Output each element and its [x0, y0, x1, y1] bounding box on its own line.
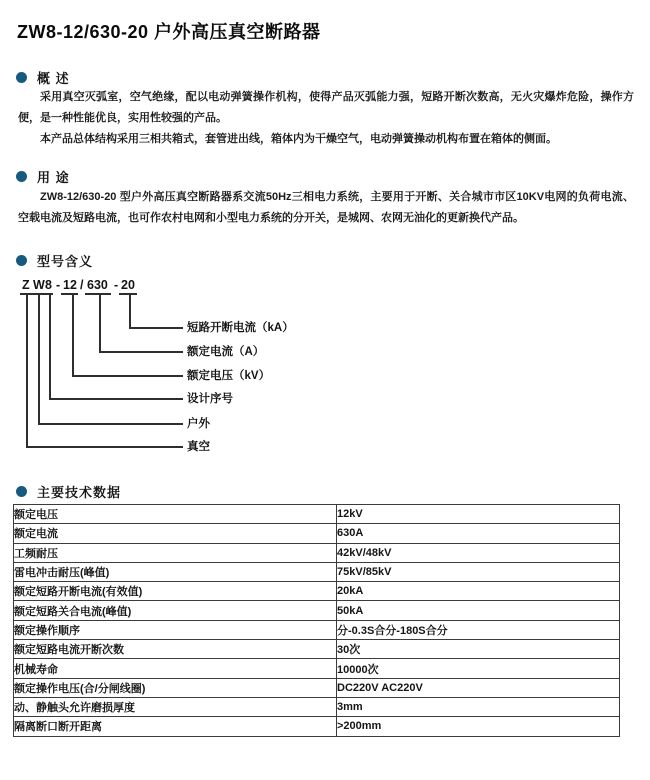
- table-row: [14, 678, 620, 697]
- row-value: 10000次: [337, 659, 620, 678]
- diagram-connector-line: [129, 327, 183, 329]
- row-value: DC220V AC220V: [337, 678, 620, 697]
- row-label: 额定操作顺序: [14, 620, 337, 639]
- table-row: [14, 601, 620, 620]
- diagram-connector-line: [38, 293, 40, 423]
- model-code-part: 630: [87, 278, 108, 292]
- table-row: [14, 640, 620, 659]
- diagram-connector-line: [26, 293, 28, 446]
- section-header-usage: [16, 167, 70, 186]
- model-code-part: W: [33, 278, 45, 292]
- section-title: 主要技术数据: [37, 485, 122, 500]
- tech-data-table: [13, 504, 620, 737]
- row-label: 雷电冲击耐压(峰值): [14, 562, 337, 581]
- section-header-tech-data: [16, 482, 121, 501]
- diagram-connector-line: [99, 293, 101, 351]
- row-value: 30次: [337, 640, 620, 659]
- model-label: 短路开断电流（kA）: [187, 322, 294, 334]
- model-label: 额定电压（kV）: [187, 370, 271, 382]
- table-row: [14, 524, 620, 543]
- diagram-connector-line: [26, 446, 183, 448]
- model-code-part: 12: [63, 278, 77, 292]
- bullet-icon: [16, 486, 27, 497]
- model-code-diagram: [0, 278, 650, 478]
- row-value: 42kV/48kV: [337, 543, 620, 562]
- table-row: [14, 562, 620, 581]
- row-value: 3mm: [337, 697, 620, 716]
- row-label: 额定短路电流开断次数: [14, 640, 337, 659]
- overview-paragraph-1: 采用真空灭弧室，空气绝缘，配以电动弹簧操作机构，使得产品灭弧能力强，短路开断次数高，无火灾爆炸危险，操作方便，是一种性能优良，实用性较强的产品。: [18, 91, 634, 124]
- row-value: 75kV/85kV: [337, 562, 620, 581]
- row-value: 50kA: [337, 601, 620, 620]
- row-label: 额定电流: [14, 524, 337, 543]
- overview-paragraph-2: 本产品总体结构采用三相共箱式，套管进出线，箱体内为干燥空气，电动弹簧操动机构布置在箱体的侧面。: [40, 133, 557, 145]
- table-row: [14, 582, 620, 601]
- bullet-icon: [16, 72, 27, 83]
- section-title: 型号含义: [37, 254, 94, 269]
- diagram-connector-line: [49, 398, 183, 400]
- table-row: [14, 543, 620, 562]
- row-value: >200mm: [337, 717, 620, 736]
- model-code-part: Z: [22, 278, 30, 292]
- row-label: 额定操作电压(合/分闸线圈): [14, 678, 337, 697]
- section-header-model: [16, 251, 93, 270]
- table-row: [14, 717, 620, 736]
- diagram-underline: [85, 293, 111, 295]
- row-value: 630A: [337, 524, 620, 543]
- model-code-part: -: [114, 278, 119, 292]
- table-row: [14, 505, 620, 524]
- bullet-icon: [16, 255, 27, 266]
- row-label: 额定短路关合电流(峰值): [14, 601, 337, 620]
- diagram-connector-line: [49, 293, 51, 398]
- model-code-part: 20: [121, 278, 135, 292]
- diagram-underline: [61, 293, 78, 295]
- model-label: 真空: [187, 441, 210, 453]
- diagram-connector-line: [72, 375, 183, 377]
- table-row: [14, 620, 620, 639]
- usage-paragraph: ZW8-12/630-20 型户外高压真空断路器系交流50Hz三相电力系统，主要用于开断、关合城市市区10KV电网的负荷电流、空载电流及短路电流，也可作农村电网和小型电力系统的分开关，是城网、农网无油化的更新换代产品。: [18, 191, 634, 224]
- diagram-connector-line: [38, 423, 183, 425]
- diagram-connector-line: [72, 293, 74, 375]
- model-label: 设计序号: [187, 393, 233, 405]
- row-label: 额定短路开断电流(有效值): [14, 582, 337, 601]
- model-label: 额定电流（A）: [187, 346, 265, 358]
- bullet-icon: [16, 171, 27, 182]
- row-value: 20kA: [337, 582, 620, 601]
- row-label: 隔离断口断开距离: [14, 717, 337, 736]
- model-code-part: /: [80, 278, 84, 292]
- diagram-connector-line: [129, 293, 131, 327]
- row-value: 分-0.3S合分-180S合分: [337, 620, 620, 639]
- row-label: 机械寿命: [14, 659, 337, 678]
- model-label: 户外: [187, 418, 210, 430]
- model-code-part: -: [56, 278, 61, 292]
- section-header-overview: [16, 68, 70, 87]
- row-label: 额定电压: [14, 505, 337, 524]
- row-label: 动、静触头允许磨损厚度: [14, 697, 337, 716]
- row-label: 工频耐压: [14, 543, 337, 562]
- diagram-connector-line: [99, 351, 183, 353]
- page-title: ZW8-12/630-20 户外高压真空断路器: [17, 22, 321, 42]
- section-title: 概 述: [37, 71, 70, 86]
- row-value: 12kV: [337, 505, 620, 524]
- section-title: 用 途: [37, 170, 70, 185]
- table-row: [14, 697, 620, 716]
- table-row: [14, 659, 620, 678]
- model-code-part: 8: [45, 278, 52, 292]
- diagram-underline: [119, 293, 137, 295]
